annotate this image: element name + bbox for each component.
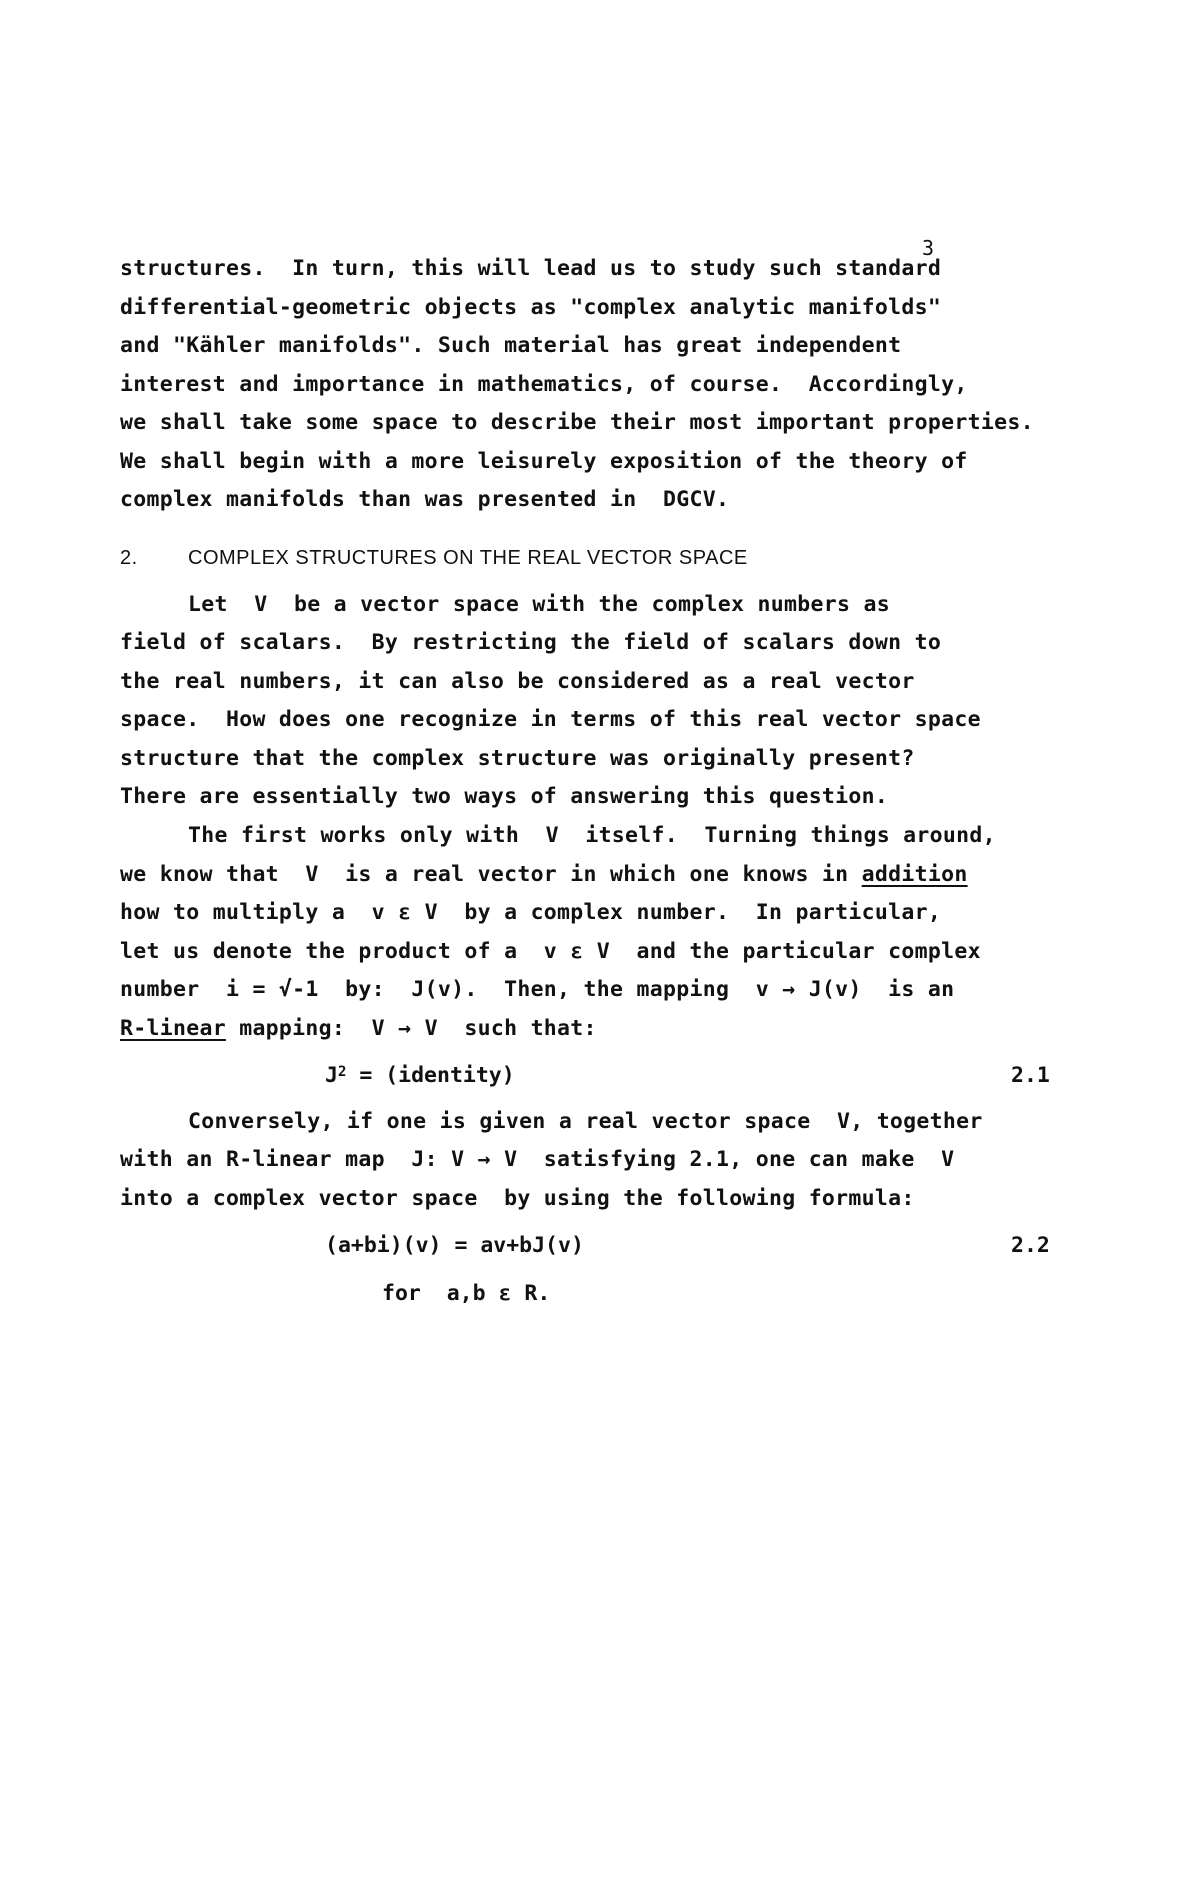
equation-2-1-rhs: = (identity) xyxy=(346,1063,515,1088)
para1-line-7: complex manifolds than was presented in DGCV. xyxy=(120,487,730,512)
para1-line-1: structures. In turn, this will lead us to study such standard xyxy=(120,256,942,281)
equation-2-1-lhs: J xyxy=(325,1063,338,1088)
equation-2-1 xyxy=(325,1062,515,1090)
equation-2-2: (a+bi)(v) = av+bJ(v) xyxy=(325,1233,584,1258)
para2-line-6: There are essentially two ways of answering this question. xyxy=(120,784,889,809)
para3-line-5: number i = √-1 by: J(v). Then, the mapping v → J(v) is an xyxy=(120,977,955,1002)
section-title: COMPLEX STRUCTURES ON THE REAL VECTOR SPACE xyxy=(188,547,748,569)
para3-line-6 xyxy=(120,1015,597,1043)
emphasis-r-linear: R-linear xyxy=(120,1016,226,1041)
para3-line-2 xyxy=(120,861,968,889)
para2-line-3: the real numbers, it can also be considered as a real vector xyxy=(120,669,915,694)
para4-line-1: Conversely, if one is given a real vector space V, together xyxy=(188,1109,983,1134)
para1-line-2: differential-geometric objects as "complex analytic manifolds" xyxy=(120,295,942,320)
para3-line-4: let us denote the product of a v ε V and the particular complex xyxy=(120,939,981,964)
para2-line-1: Let V be a vector space with the complex numbers as xyxy=(188,592,890,617)
para2-line-4: space. How does one recognize in terms of this real vector space xyxy=(120,707,981,732)
para2-line-5: structure that the complex structure was originally present? xyxy=(120,746,915,771)
equation-2-2-condition: for a,b ε R. xyxy=(382,1281,551,1306)
para3-line-2-text: we know that V is a real vector in which one knows in xyxy=(120,862,862,887)
para3-line-3: how to multiply a v ε V by a complex number. In particular, xyxy=(120,900,942,925)
para2-line-2: field of scalars. By restricting the field of scalars down to xyxy=(120,630,942,655)
equation-number-2-2: 2.2 xyxy=(1011,1233,1050,1258)
section-number: 2. xyxy=(120,547,138,569)
page-number: 3 xyxy=(922,236,935,260)
para1-line-5: we shall take some space to describe their most important properties. xyxy=(120,410,1034,435)
para3-line-6-text: mapping: V → V such that: xyxy=(225,1016,597,1041)
para4-line-3: into a complex vector space by using the following formula: xyxy=(120,1186,915,1211)
equation-2-1-exponent: 2 xyxy=(337,1064,347,1080)
para1-line-6: We shall begin with a more leisurely exposition of the theory of xyxy=(120,449,968,474)
para3-line-1: The first works only with V itself. Turning things around, xyxy=(188,823,996,848)
para1-line-4: interest and importance in mathematics, of course. Accordingly, xyxy=(120,372,968,397)
para1-line-3: and "Kähler manifolds". Such material has great independent xyxy=(120,333,902,358)
equation-number-2-1: 2.1 xyxy=(1011,1063,1050,1088)
emphasis-addition: addition xyxy=(861,862,968,887)
para4-line-2: with an R-linear map J: V → V satisfying 2.1, one can make V xyxy=(120,1147,955,1172)
